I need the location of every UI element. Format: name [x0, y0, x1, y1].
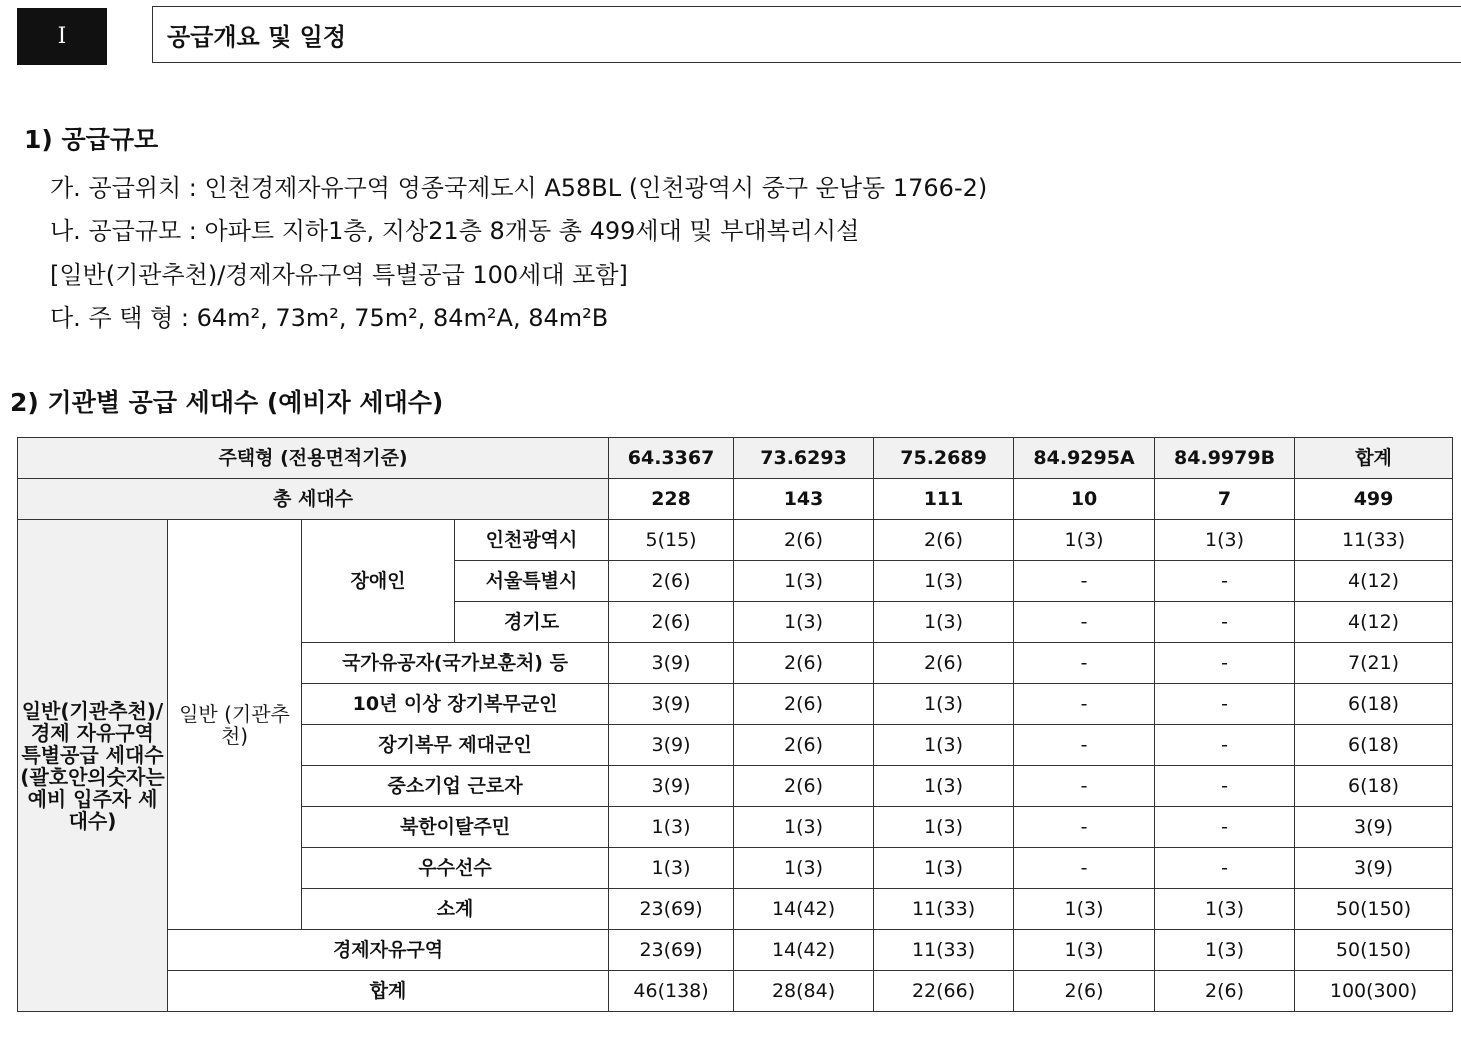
- cell-value: 100(300): [1295, 971, 1453, 1012]
- cell-value: 1(3): [734, 848, 874, 889]
- cell-value: 3(9): [609, 766, 734, 807]
- total-header: 합계: [1295, 438, 1453, 479]
- cell-value: 1(3): [874, 684, 1014, 725]
- cell-value: -: [1155, 602, 1295, 643]
- cell-value: 14(42): [734, 930, 874, 971]
- cell-value: 50(150): [1295, 930, 1453, 971]
- cell-value: 6(18): [1295, 725, 1453, 766]
- row-label: 우수선수: [302, 848, 609, 889]
- total-units-value: 7: [1155, 479, 1295, 520]
- row-label: 경기도: [455, 602, 609, 643]
- row-label: 장기복무 제대군인: [302, 725, 609, 766]
- agency-supply-heading: 2) 기관별 공급 세대수 (예비자 세대수): [10, 388, 444, 417]
- cell-value: 46(138): [609, 971, 734, 1012]
- cell-value: 1(3): [874, 848, 1014, 889]
- cell-value: -: [1014, 725, 1155, 766]
- cell-value: -: [1155, 684, 1295, 725]
- type-header: 64.3367: [609, 438, 734, 479]
- cell-value: 28(84): [734, 971, 874, 1012]
- special-supply-note: [일반(기관추천)/경제자유구역 특별공급 100세대 포함]: [50, 261, 628, 289]
- row-label: 10년 이상 장기복무군인: [302, 684, 609, 725]
- cell-value: -: [1155, 848, 1295, 889]
- cell-value: 23(69): [609, 889, 734, 930]
- economic-zone-label: 경제자유구역: [168, 930, 609, 971]
- type-header: 84.9979B: [1155, 438, 1295, 479]
- cell-value: 3(9): [1295, 807, 1453, 848]
- cell-value: -: [1155, 725, 1295, 766]
- cell-value: 6(18): [1295, 684, 1453, 725]
- total-units-row: [18, 479, 1453, 520]
- cell-value: 14(42): [734, 889, 874, 930]
- supply-scale-line: 나. 공급규모 : 아파트 지하1층, 지상21층 8개동 총 499세대 및 부대복리시설: [50, 217, 860, 245]
- cell-value: 3(9): [609, 725, 734, 766]
- cell-value: 1(3): [874, 725, 1014, 766]
- cell-value: 3(9): [609, 684, 734, 725]
- cell-value: 2(6): [874, 520, 1014, 561]
- cell-value: 2(6): [734, 725, 874, 766]
- cell-value: 1(3): [1014, 520, 1155, 561]
- total-units-value: 228: [609, 479, 734, 520]
- cell-value: 1(3): [1014, 889, 1155, 930]
- cell-value: 1(3): [609, 807, 734, 848]
- total-units-value: 10: [1014, 479, 1155, 520]
- cell-value: 1(3): [874, 807, 1014, 848]
- cell-value: 22(66): [874, 971, 1014, 1012]
- cell-value: 50(150): [1295, 889, 1453, 930]
- cell-value: 1(3): [1014, 930, 1155, 971]
- cell-value: 23(69): [609, 930, 734, 971]
- cell-value: 2(6): [734, 643, 874, 684]
- row-label: 인천광역시: [455, 520, 609, 561]
- total-units-value: 499: [1295, 479, 1453, 520]
- cell-value: 2(6): [734, 520, 874, 561]
- cell-value: 2(6): [1155, 971, 1295, 1012]
- cell-value: -: [1014, 602, 1155, 643]
- supply-scale-heading: 1) 공급규모: [24, 125, 159, 154]
- total-units-value: 111: [874, 479, 1014, 520]
- cell-value: 2(6): [1014, 971, 1155, 1012]
- cell-value: 11(33): [874, 930, 1014, 971]
- type-header: 84.9295A: [1014, 438, 1155, 479]
- type-header: 75.2689: [874, 438, 1014, 479]
- section-number-badge: I: [17, 8, 107, 65]
- cell-value: -: [1155, 766, 1295, 807]
- grand-total-label: 합계: [168, 971, 609, 1012]
- group-label: 일반(기관추천)/경제 자유구역 특별공급 세대수 (괄호안의숫자는 예비 입주자 세대수): [18, 520, 168, 1012]
- cell-value: -: [1014, 561, 1155, 602]
- cell-value: 1(3): [874, 766, 1014, 807]
- economic-zone-row: [18, 930, 1453, 971]
- type-header: 73.6293: [734, 438, 874, 479]
- cell-value: -: [1014, 643, 1155, 684]
- disabled-label: 장애인: [302, 520, 455, 643]
- cell-value: -: [1155, 643, 1295, 684]
- cell-value: 6(18): [1295, 766, 1453, 807]
- total-units-label: 총 세대수: [18, 479, 609, 520]
- row-label: 중소기업 근로자: [302, 766, 609, 807]
- cell-value: 1(3): [1155, 520, 1295, 561]
- cell-value: 1(3): [734, 561, 874, 602]
- cell-value: -: [1155, 561, 1295, 602]
- grand-total-row: [18, 971, 1453, 1012]
- cell-value: 3(9): [1295, 848, 1453, 889]
- cell-value: -: [1155, 807, 1295, 848]
- cell-value: 4(12): [1295, 561, 1453, 602]
- cell-value: -: [1014, 848, 1155, 889]
- row-label: 서울특별시: [455, 561, 609, 602]
- cell-value: -: [1014, 684, 1155, 725]
- cell-value: 2(6): [609, 561, 734, 602]
- cell-value: 7(21): [1295, 643, 1453, 684]
- cell-value: 5(15): [609, 520, 734, 561]
- total-units-value: 143: [734, 479, 874, 520]
- subgroup-label: 일반 (기관추천): [168, 520, 302, 930]
- header-row: [18, 438, 1453, 479]
- row-label: 국가유공자(국가보훈처) 등: [302, 643, 609, 684]
- cell-value: 1(3): [609, 848, 734, 889]
- section-title: 공급개요 및 일정: [152, 6, 1461, 63]
- subtotal-label: 소계: [302, 889, 609, 930]
- cell-value: 2(6): [609, 602, 734, 643]
- housing-types-line: 다. 주 택 형 : 64m², 73m², 75m², 84m²A, 84m²B: [50, 304, 609, 332]
- cell-value: 1(3): [1155, 889, 1295, 930]
- cell-value: 1(3): [874, 561, 1014, 602]
- cell-value: 4(12): [1295, 602, 1453, 643]
- supply-location-line: 가. 공급위치 : 인천경제자유구역 영종국제도시 A58BL (인천광역시 중구 운남동 1766-2): [50, 174, 988, 202]
- cell-value: 2(6): [734, 766, 874, 807]
- row-label: 북한이탈주민: [302, 807, 609, 848]
- cell-value: 3(9): [609, 643, 734, 684]
- cell-value: 1(3): [874, 602, 1014, 643]
- cell-value: 1(3): [1155, 930, 1295, 971]
- cell-value: 11(33): [874, 889, 1014, 930]
- cell-value: -: [1014, 807, 1155, 848]
- cell-value: -: [1014, 766, 1155, 807]
- header-label: 주택형 (전용면적기준): [18, 438, 609, 479]
- agency-supply-table: [17, 437, 1453, 1012]
- cell-value: 1(3): [734, 807, 874, 848]
- cell-value: 2(6): [734, 684, 874, 725]
- table-row: [18, 520, 1453, 561]
- cell-value: 2(6): [874, 643, 1014, 684]
- cell-value: 11(33): [1295, 520, 1453, 561]
- cell-value: 1(3): [734, 602, 874, 643]
